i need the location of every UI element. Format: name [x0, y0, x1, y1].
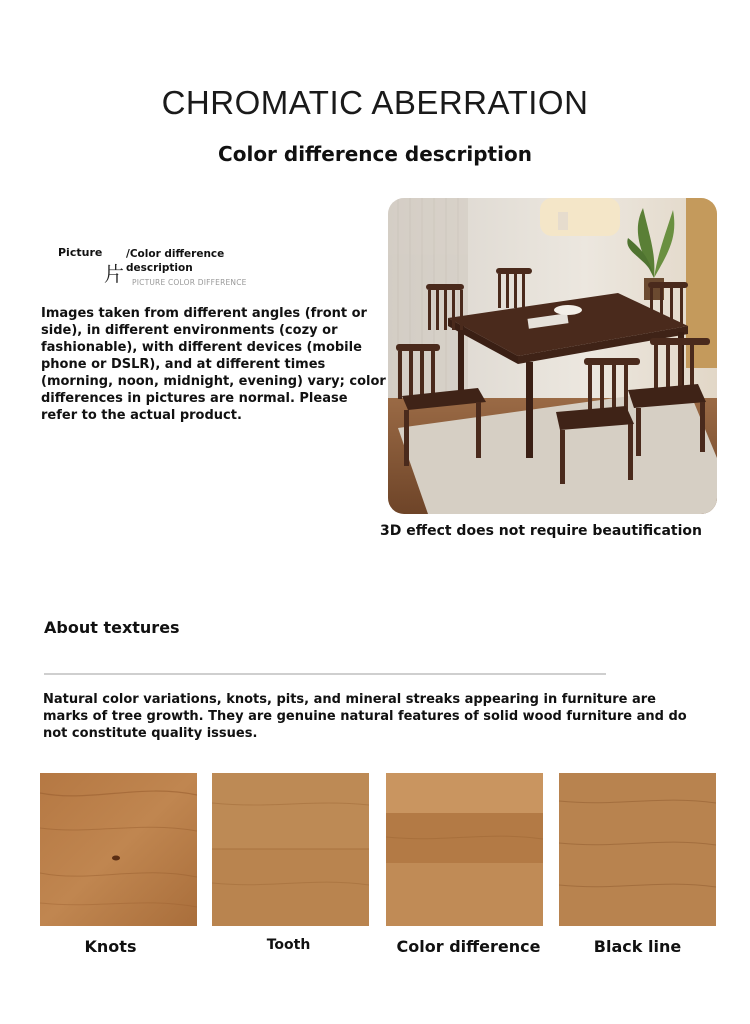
picture-label-chinese: 片 [104, 262, 124, 286]
picture-label: Picture [58, 246, 103, 259]
tooth-swatch [212, 773, 369, 926]
knots-swatch [40, 773, 197, 926]
knots-label: Knots [84, 937, 137, 956]
page-subtitle: Color difference description [218, 142, 532, 166]
color-difference-swatch [386, 773, 543, 926]
color-difference-label-text: Color difference [396, 937, 541, 956]
image-caption: 3D effect does not require beautification [380, 523, 703, 539]
page-title: CHROMATIC ABERRATION [161, 84, 589, 121]
tooth-label: Tooth [266, 937, 311, 953]
section-divider [44, 673, 606, 675]
dining-set-illustration [388, 198, 717, 514]
black-line-swatch [559, 773, 716, 926]
dining-room-photo [388, 198, 717, 514]
color-difference-label: /Color difference description [126, 248, 225, 274]
picture-color-difference-label: PICTURE COLOR DIFFERENCE [132, 278, 247, 287]
picture-description: Images taken from different angles (front or side), in different environments (cozy or fashionable), with different devices (mobile phone or DSLR), and at different times (morning, noon, midnight, evening) vary; color differences in pictures are normal. Please refer to the actual product. [41, 306, 386, 423]
textures-title: About textures [44, 618, 180, 637]
textures-description: Natural color variations, knots, pits, and mineral streaks appearing in furniture are marks of tree growth. They are genuine natural features of solid wood furniture and do not constitute quality issues. [43, 692, 687, 741]
black-line-label: Black line [593, 937, 682, 956]
